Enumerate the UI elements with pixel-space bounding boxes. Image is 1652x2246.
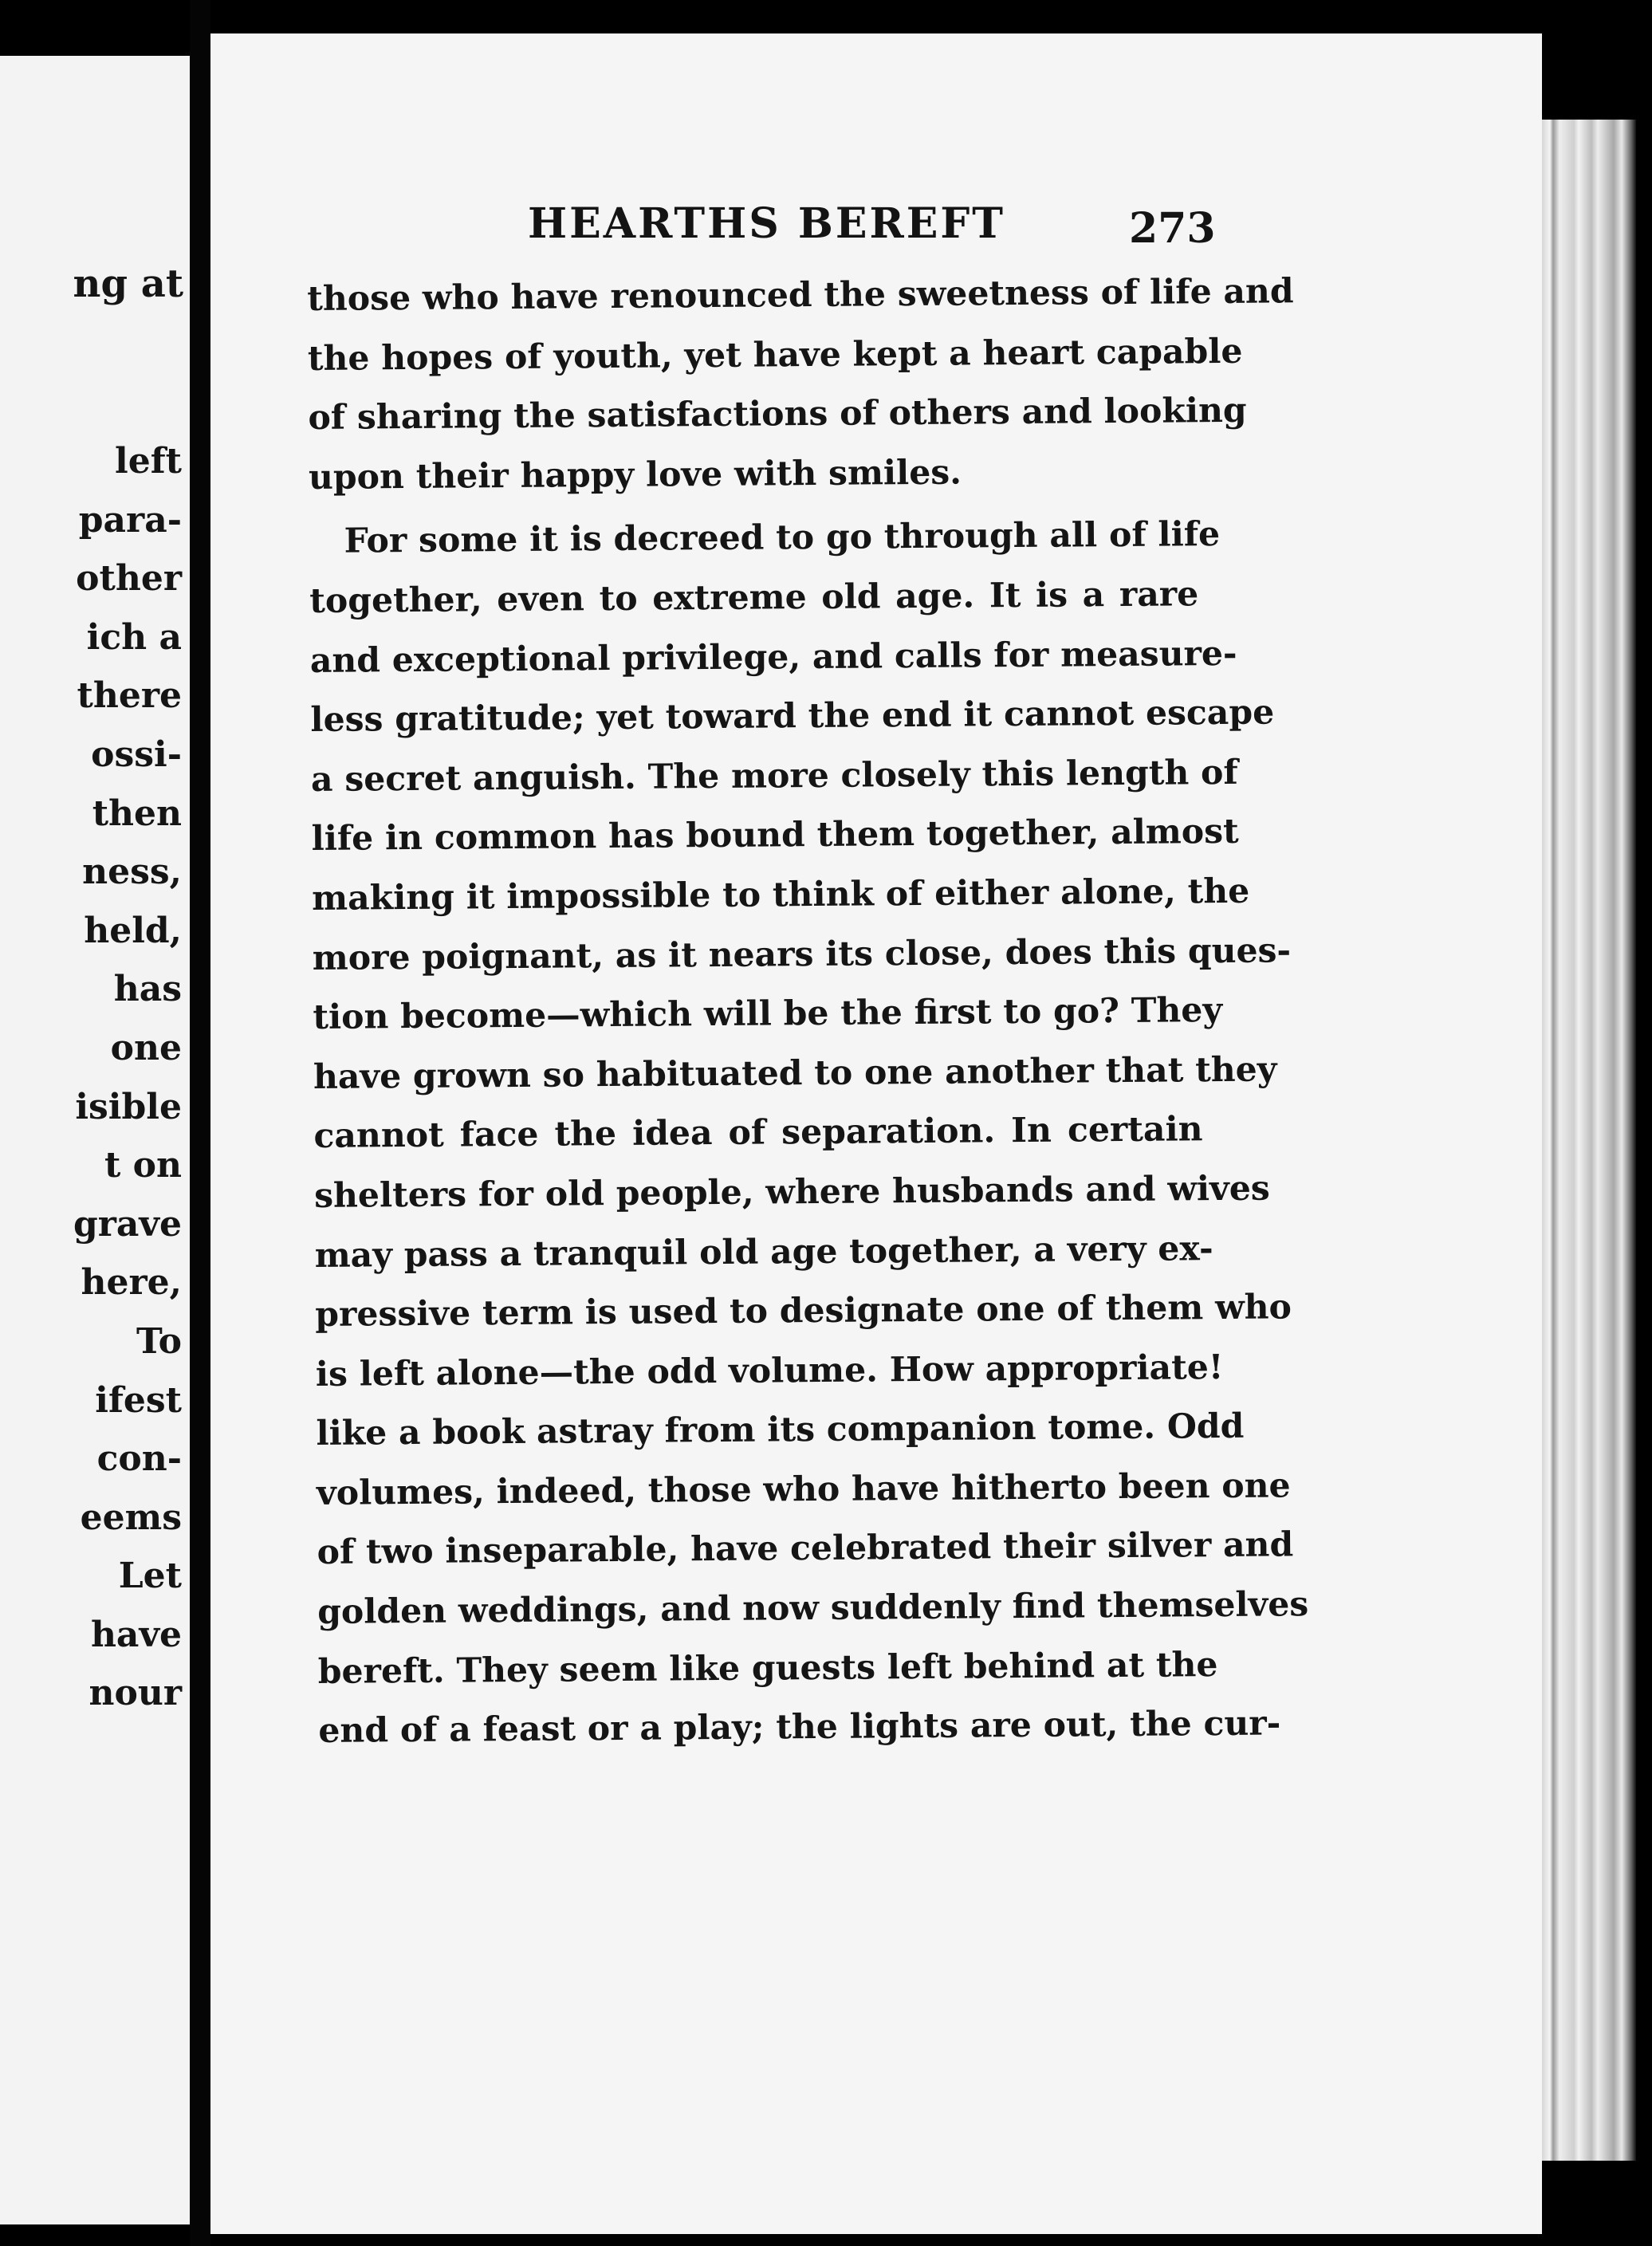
page-number: 273 xyxy=(1129,204,1216,253)
previous-page-line: ich a xyxy=(86,616,182,658)
text-line: life in common has bound them together, almost xyxy=(311,812,1239,859)
previous-page-line: Let xyxy=(118,1556,182,1597)
text-line: a secret anguish. The more closely this length of xyxy=(310,752,1238,800)
text-line: pressive term is used to designate one of them who xyxy=(315,1287,1292,1335)
text-line: those who have renounced the sweetness of life and xyxy=(307,271,1294,319)
running-title: HEARTHS BEREFT xyxy=(528,199,1005,248)
text-line: is left alone—the odd volume. How appropriate! xyxy=(315,1347,1224,1394)
text-line: the hopes of youth, yet have kept a heart capable xyxy=(307,331,1243,379)
previous-page-line: held, xyxy=(84,910,182,951)
text-line: of two inseparable, have celebrated their silver and xyxy=(317,1524,1294,1573)
text-line: have grown so habituated to one another that they xyxy=(313,1049,1277,1097)
text-line: making it impossible to think of either alone, the xyxy=(311,871,1250,918)
text-line: of sharing the satisfactions of others and looking xyxy=(308,390,1247,439)
text-line: less gratitude; yet toward the end it cannot escape xyxy=(310,692,1275,741)
previous-page-line: here, xyxy=(81,1262,182,1304)
running-head xyxy=(319,199,1216,263)
previous-page-heading-fragment: ng at xyxy=(73,262,183,306)
text-line: and exceptional privilege, and calls for measure- xyxy=(309,633,1237,681)
text-line: end of a feast or a play; the lights are out, the cur- xyxy=(318,1703,1281,1752)
previous-page-line: ifest xyxy=(95,1379,182,1421)
previous-page-line: isible xyxy=(75,1086,182,1127)
previous-page-line: then xyxy=(92,793,182,834)
text-line: shelters for old people, where husbands and wives xyxy=(313,1168,1270,1216)
page-edges xyxy=(1542,120,1636,2161)
text-line: more poignant, as it nears its close, does this ques- xyxy=(312,930,1292,978)
text-line: together, even to extreme old age. It is a rare xyxy=(309,574,1199,621)
text-line: bereft. They seem like guests left behind at the xyxy=(317,1644,1218,1692)
text-line: volumes, indeed, those who have hitherto been one xyxy=(316,1465,1291,1513)
text-line: cannot face the idea of separation. In certain xyxy=(313,1109,1203,1157)
previous-page-line: eems xyxy=(80,1497,182,1538)
previous-page-line: t on xyxy=(104,1145,182,1186)
text-line: For some it is decreed to go through all of life xyxy=(344,514,1221,562)
text-line: like a book astray from its companion tome. Odd xyxy=(316,1406,1245,1454)
previous-page-line: ness, xyxy=(82,852,182,893)
previous-page-line: nour xyxy=(88,1673,182,1714)
text-line: tion become—which will be the first to go? They xyxy=(313,990,1223,1038)
previous-page-line: ossi- xyxy=(91,734,182,775)
previous-page-line: con- xyxy=(96,1438,182,1480)
previous-page-line: one xyxy=(110,1027,182,1068)
page-body-text xyxy=(307,262,1309,1761)
previous-page-line: left xyxy=(115,441,182,482)
text-line: upon their happy love with smiles. xyxy=(308,452,962,498)
previous-page-line: have xyxy=(90,1614,182,1655)
previous-page-line-endings xyxy=(73,432,182,1723)
binding-gutter xyxy=(190,0,210,2246)
previous-page-line: there xyxy=(77,675,182,717)
text-line: golden weddings, and now suddenly find themselves xyxy=(317,1584,1309,1633)
previous-page-line: has xyxy=(113,969,182,1010)
text-line: may pass a tranquil old age together, a very ex- xyxy=(314,1228,1213,1276)
previous-page-line: other xyxy=(76,558,182,600)
previous-page-line: To xyxy=(136,1320,182,1362)
previous-page-line: grave xyxy=(73,1203,182,1245)
previous-page-line: para- xyxy=(78,499,182,541)
previous-page-fragment xyxy=(0,56,190,2224)
